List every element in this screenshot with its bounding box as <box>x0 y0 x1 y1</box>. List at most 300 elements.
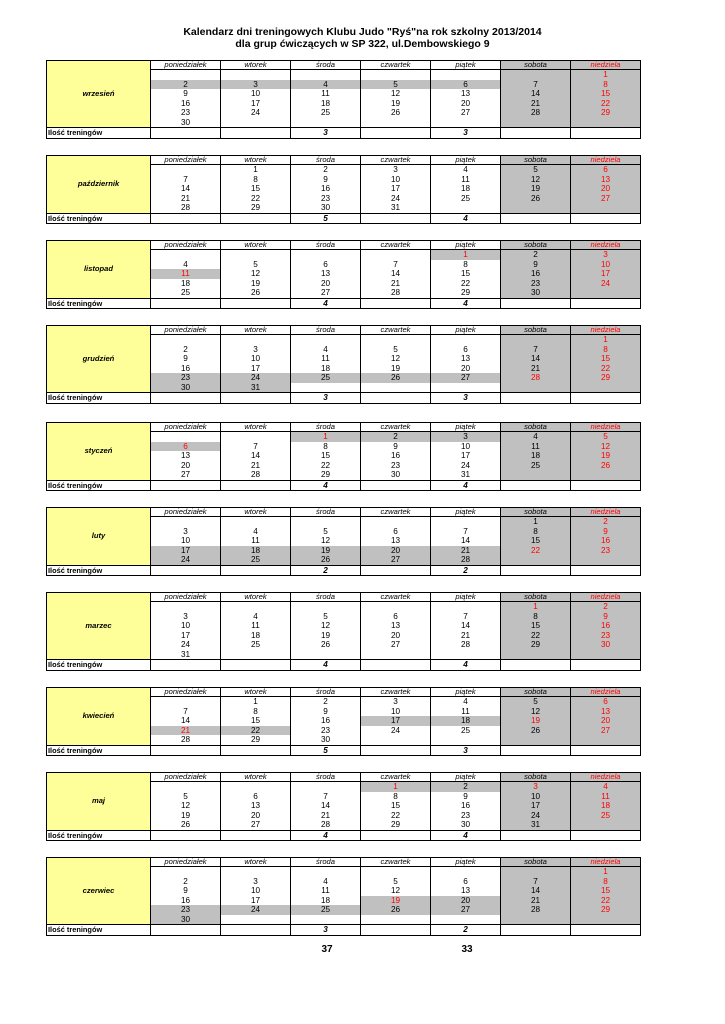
day-cell <box>291 782 361 792</box>
day-cell: 3 <box>431 432 501 442</box>
day-cell: 5 <box>151 792 221 802</box>
day-cell: 13 <box>361 621 431 631</box>
weekday-header: środa <box>291 326 361 335</box>
day-cell: 11 <box>291 89 361 99</box>
day-cell: 30 <box>571 640 641 650</box>
day-cell: 11 <box>431 175 501 185</box>
day-cell: 9 <box>151 886 221 896</box>
count-wednesday: 4 <box>291 660 361 671</box>
day-cell: 4 <box>431 697 501 707</box>
day-cell: 26 <box>291 555 361 565</box>
day-cell: 5 <box>361 877 431 887</box>
title-line-2: dla grup ćwiczących w SP 322, ul.Dembowskiego 9 <box>235 38 490 50</box>
count-empty <box>361 128 431 139</box>
count-empty <box>571 925 641 936</box>
day-cell: 6 <box>221 792 291 802</box>
day-cell <box>291 517 361 527</box>
day-cell: 16 <box>291 716 361 726</box>
day-cell: 17 <box>431 451 501 461</box>
day-cell: 27 <box>361 640 431 650</box>
day-cell <box>291 915 361 925</box>
weekday-header: czwartek <box>361 508 431 517</box>
day-cell: 30 <box>151 118 221 128</box>
day-cell: 27 <box>431 108 501 118</box>
day-cell: 9 <box>151 354 221 364</box>
day-cell: 4 <box>151 260 221 270</box>
count-wednesday: 4 <box>291 298 361 309</box>
day-cell: 10 <box>151 536 221 546</box>
day-cell: 16 <box>291 184 361 194</box>
day-cell: 8 <box>291 442 361 452</box>
count-empty <box>221 565 291 576</box>
count-empty <box>501 925 571 936</box>
day-cell: 16 <box>151 99 221 109</box>
day-cell: 26 <box>221 288 291 298</box>
day-cell: 18 <box>221 631 291 641</box>
day-cell <box>431 650 501 660</box>
count-empty <box>571 745 641 756</box>
weekday-header: niedziela <box>571 593 641 602</box>
day-cell: 12 <box>221 269 291 279</box>
day-cell: 26 <box>291 640 361 650</box>
day-cell: 10 <box>221 89 291 99</box>
weekday-header: środa <box>291 773 361 782</box>
day-cell: 17 <box>221 99 291 109</box>
day-cell: 15 <box>291 451 361 461</box>
day-cell: 18 <box>291 99 361 109</box>
day-cell: 8 <box>501 527 571 537</box>
count-label: Ilość treningów <box>47 925 151 936</box>
day-cell: 19 <box>221 279 291 289</box>
day-cell: 10 <box>501 792 571 802</box>
day-cell: 21 <box>151 726 221 736</box>
day-cell <box>221 250 291 260</box>
day-cell: 10 <box>571 260 641 270</box>
day-cell: 15 <box>501 536 571 546</box>
weekday-header: czwartek <box>361 326 431 335</box>
day-cell: 25 <box>291 108 361 118</box>
weekday-header: niedziela <box>571 61 641 70</box>
day-cell: 3 <box>361 697 431 707</box>
day-cell: 20 <box>361 631 431 641</box>
day-cell: 6 <box>431 877 501 887</box>
day-cell: 13 <box>431 89 501 99</box>
day-cell: 5 <box>291 527 361 537</box>
count-empty <box>571 660 641 671</box>
weekday-header: sobota <box>501 688 571 697</box>
day-cell: 22 <box>361 811 431 821</box>
day-cell <box>361 735 431 745</box>
count-empty <box>151 660 221 671</box>
month-table <box>46 60 641 139</box>
day-cell: 20 <box>571 184 641 194</box>
day-cell <box>361 602 431 612</box>
day-cell: 14 <box>221 451 291 461</box>
day-cell: 18 <box>431 184 501 194</box>
day-cell: 23 <box>151 373 221 383</box>
day-cell <box>571 470 641 480</box>
day-cell: 9 <box>291 707 361 717</box>
day-cell <box>151 697 221 707</box>
day-cell: 4 <box>571 782 641 792</box>
count-empty <box>221 480 291 491</box>
count-empty <box>361 660 431 671</box>
day-cell: 1 <box>221 165 291 175</box>
day-cell: 12 <box>291 536 361 546</box>
count-wednesday: 5 <box>291 745 361 756</box>
weekday-header: niedziela <box>571 773 641 782</box>
day-cell: 22 <box>431 279 501 289</box>
day-cell: 21 <box>291 811 361 821</box>
day-cell <box>431 335 501 345</box>
day-cell: 19 <box>361 99 431 109</box>
day-cell: 11 <box>431 707 501 717</box>
count-friday: 4 <box>431 213 501 224</box>
day-cell <box>431 383 501 393</box>
day-cell: 24 <box>501 811 571 821</box>
day-cell: 21 <box>431 546 501 556</box>
day-cell <box>501 650 571 660</box>
day-cell: 6 <box>571 697 641 707</box>
count-friday: 4 <box>431 480 501 491</box>
weekday-header: niedziela <box>571 326 641 335</box>
day-cell <box>151 432 221 442</box>
day-cell: 24 <box>571 279 641 289</box>
count-empty <box>221 925 291 936</box>
day-cell: 15 <box>361 801 431 811</box>
weekday-header: wtorek <box>221 61 291 70</box>
day-cell: 14 <box>151 184 221 194</box>
day-cell: 23 <box>571 546 641 556</box>
day-cell: 6 <box>431 345 501 355</box>
day-cell: 7 <box>501 80 571 90</box>
count-empty <box>571 830 641 841</box>
weekday-header: piątek <box>431 773 501 782</box>
day-cell: 4 <box>221 527 291 537</box>
day-cell: 23 <box>291 726 361 736</box>
day-cell: 16 <box>361 451 431 461</box>
day-cell <box>291 335 361 345</box>
day-cell: 16 <box>571 536 641 546</box>
weekday-header: piątek <box>431 688 501 697</box>
count-wednesday: 5 <box>291 213 361 224</box>
day-cell: 17 <box>571 269 641 279</box>
weekday-header: piątek <box>431 326 501 335</box>
day-cell <box>501 118 571 128</box>
weekday-header: czwartek <box>361 423 431 432</box>
weekday-header: wtorek <box>221 593 291 602</box>
count-empty <box>501 830 571 841</box>
month-table <box>46 857 641 936</box>
count-empty <box>151 128 221 139</box>
day-cell <box>361 915 431 925</box>
day-cell: 20 <box>151 461 221 471</box>
month-name: grudzień <box>47 326 151 393</box>
day-cell <box>221 517 291 527</box>
day-cell <box>571 915 641 925</box>
count-label: Ilość treningów <box>47 298 151 309</box>
day-cell: 19 <box>361 364 431 374</box>
day-cell: 2 <box>361 432 431 442</box>
day-cell <box>571 203 641 213</box>
day-cell <box>151 250 221 260</box>
weekday-header: sobota <box>501 593 571 602</box>
weekday-header: środa <box>291 61 361 70</box>
day-cell <box>291 867 361 877</box>
day-cell: 31 <box>221 383 291 393</box>
count-empty <box>361 393 431 404</box>
day-cell: 7 <box>431 612 501 622</box>
day-cell: 22 <box>571 364 641 374</box>
day-cell: 1 <box>571 335 641 345</box>
day-cell: 31 <box>151 650 221 660</box>
day-cell: 3 <box>221 877 291 887</box>
day-cell: 11 <box>221 621 291 631</box>
count-empty <box>221 830 291 841</box>
day-cell: 26 <box>501 194 571 204</box>
day-cell: 27 <box>571 194 641 204</box>
count-empty <box>361 830 431 841</box>
day-cell: 24 <box>151 640 221 650</box>
day-cell <box>291 118 361 128</box>
weekday-header: poniedziałek <box>151 241 221 250</box>
count-label: Ilość treningów <box>47 128 151 139</box>
weekday-header: sobota <box>501 156 571 165</box>
weekday-header: poniedziałek <box>151 423 221 432</box>
day-cell: 9 <box>571 527 641 537</box>
day-cell: 5 <box>571 432 641 442</box>
day-cell: 14 <box>291 801 361 811</box>
day-cell: 15 <box>221 184 291 194</box>
count-empty <box>361 565 431 576</box>
day-cell: 24 <box>361 194 431 204</box>
day-cell: 21 <box>361 279 431 289</box>
count-empty <box>501 480 571 491</box>
day-cell <box>571 555 641 565</box>
count-empty <box>571 480 641 491</box>
weekday-header: piątek <box>431 858 501 867</box>
count-friday: 4 <box>431 660 501 671</box>
day-cell: 9 <box>431 792 501 802</box>
day-cell: 15 <box>221 716 291 726</box>
day-cell: 19 <box>151 811 221 821</box>
day-cell <box>571 288 641 298</box>
count-empty <box>151 745 221 756</box>
count-empty <box>571 565 641 576</box>
weekday-header: środa <box>291 241 361 250</box>
count-label: Ilość treningów <box>47 393 151 404</box>
day-cell: 28 <box>361 288 431 298</box>
weekday-header: poniedziałek <box>151 508 221 517</box>
day-cell: 8 <box>571 877 641 887</box>
day-cell <box>221 602 291 612</box>
day-cell <box>361 250 431 260</box>
day-cell: 8 <box>221 175 291 185</box>
month-table <box>46 592 641 671</box>
day-cell: 25 <box>291 373 361 383</box>
day-cell: 8 <box>221 707 291 717</box>
day-cell: 7 <box>221 442 291 452</box>
day-cell: 4 <box>291 345 361 355</box>
day-cell: 26 <box>501 726 571 736</box>
day-cell <box>361 383 431 393</box>
count-empty <box>501 660 571 671</box>
count-label: Ilość treningów <box>47 480 151 491</box>
day-cell: 28 <box>221 470 291 480</box>
weekday-header: czwartek <box>361 241 431 250</box>
day-cell: 18 <box>501 451 571 461</box>
month-name: maj <box>47 773 151 831</box>
weekday-header: wtorek <box>221 688 291 697</box>
weekday-header: niedziela <box>571 508 641 517</box>
day-cell: 17 <box>151 546 221 556</box>
weekday-header: czwartek <box>361 858 431 867</box>
day-cell: 22 <box>221 194 291 204</box>
day-cell: 2 <box>431 782 501 792</box>
day-cell <box>221 650 291 660</box>
day-cell: 20 <box>431 896 501 906</box>
day-cell <box>431 915 501 925</box>
month-name: czerwiec <box>47 858 151 925</box>
day-cell: 17 <box>221 364 291 374</box>
day-cell: 30 <box>361 470 431 480</box>
day-cell: 23 <box>361 461 431 471</box>
day-cell: 28 <box>151 735 221 745</box>
day-cell: 31 <box>431 470 501 480</box>
day-cell: 13 <box>151 451 221 461</box>
month-table <box>46 155 641 224</box>
day-cell: 19 <box>501 716 571 726</box>
weekday-header: środa <box>291 508 361 517</box>
count-friday: 3 <box>431 128 501 139</box>
day-cell: 2 <box>291 697 361 707</box>
weekday-header: piątek <box>431 156 501 165</box>
day-cell: 26 <box>361 373 431 383</box>
weekday-header: wtorek <box>221 508 291 517</box>
weekday-header: poniedziałek <box>151 156 221 165</box>
day-cell: 12 <box>361 886 431 896</box>
weekday-header: sobota <box>501 423 571 432</box>
day-cell: 4 <box>291 80 361 90</box>
weekday-header: sobota <box>501 773 571 782</box>
count-empty <box>361 213 431 224</box>
day-cell <box>501 203 571 213</box>
day-cell: 13 <box>291 269 361 279</box>
day-cell: 15 <box>501 621 571 631</box>
month-name: listopad <box>47 241 151 299</box>
day-cell: 22 <box>291 461 361 471</box>
day-cell: 6 <box>361 612 431 622</box>
weekday-header: poniedziałek <box>151 773 221 782</box>
day-cell: 4 <box>291 877 361 887</box>
day-cell: 18 <box>291 896 361 906</box>
day-cell: 1 <box>431 250 501 260</box>
weekday-header: poniedziałek <box>151 858 221 867</box>
count-wednesday: 3 <box>291 393 361 404</box>
day-cell: 6 <box>291 260 361 270</box>
day-cell <box>151 782 221 792</box>
month-name: wrzesień <box>47 61 151 128</box>
day-cell: 30 <box>291 203 361 213</box>
count-empty <box>501 565 571 576</box>
day-cell: 11 <box>571 792 641 802</box>
count-empty <box>571 128 641 139</box>
day-cell: 29 <box>221 735 291 745</box>
count-wednesday: 3 <box>291 925 361 936</box>
day-cell: 30 <box>151 915 221 925</box>
day-cell <box>151 335 221 345</box>
day-cell: 3 <box>571 250 641 260</box>
count-empty <box>151 213 221 224</box>
day-cell: 7 <box>151 175 221 185</box>
day-cell: 1 <box>361 782 431 792</box>
count-label: Ilość treningów <box>47 830 151 841</box>
weekday-header: piątek <box>431 508 501 517</box>
day-cell: 10 <box>431 442 501 452</box>
day-cell: 9 <box>361 442 431 452</box>
count-friday: 3 <box>431 393 501 404</box>
day-cell <box>221 867 291 877</box>
day-cell: 25 <box>221 555 291 565</box>
day-cell: 23 <box>501 279 571 289</box>
weekday-header: czwartek <box>361 688 431 697</box>
month-name: kwiecień <box>47 688 151 746</box>
day-cell: 13 <box>221 801 291 811</box>
day-cell: 4 <box>501 432 571 442</box>
count-label: Ilość treningów <box>47 660 151 671</box>
day-cell: 1 <box>501 517 571 527</box>
day-cell: 8 <box>501 612 571 622</box>
day-cell: 8 <box>571 80 641 90</box>
weekday-header: czwartek <box>361 773 431 782</box>
count-friday: 2 <box>431 925 501 936</box>
day-cell: 8 <box>361 792 431 802</box>
weekday-header: piątek <box>431 593 501 602</box>
day-cell: 8 <box>571 345 641 355</box>
day-cell: 25 <box>291 905 361 915</box>
day-cell: 9 <box>501 260 571 270</box>
day-cell: 14 <box>501 89 571 99</box>
day-cell: 14 <box>431 621 501 631</box>
count-empty <box>571 213 641 224</box>
day-cell: 4 <box>221 612 291 622</box>
day-cell: 22 <box>221 726 291 736</box>
day-cell: 11 <box>501 442 571 452</box>
day-cell: 24 <box>221 905 291 915</box>
month-table <box>46 422 641 491</box>
day-cell <box>431 203 501 213</box>
count-empty <box>501 213 571 224</box>
day-cell <box>431 867 501 877</box>
page-title <box>0 26 725 50</box>
day-cell: 21 <box>501 364 571 374</box>
day-cell <box>361 118 431 128</box>
weekday-header: wtorek <box>221 773 291 782</box>
total-wednesday: 37 <box>321 944 333 955</box>
day-cell: 30 <box>431 820 501 830</box>
weekday-header: poniedziałek <box>151 61 221 70</box>
day-cell: 29 <box>361 820 431 830</box>
weekday-header: poniedziałek <box>151 326 221 335</box>
day-cell: 9 <box>571 612 641 622</box>
count-empty <box>501 128 571 139</box>
day-cell: 16 <box>571 621 641 631</box>
day-cell: 12 <box>501 175 571 185</box>
day-cell: 27 <box>151 470 221 480</box>
count-empty <box>221 128 291 139</box>
day-cell <box>501 70 571 80</box>
weekday-header: piątek <box>431 61 501 70</box>
